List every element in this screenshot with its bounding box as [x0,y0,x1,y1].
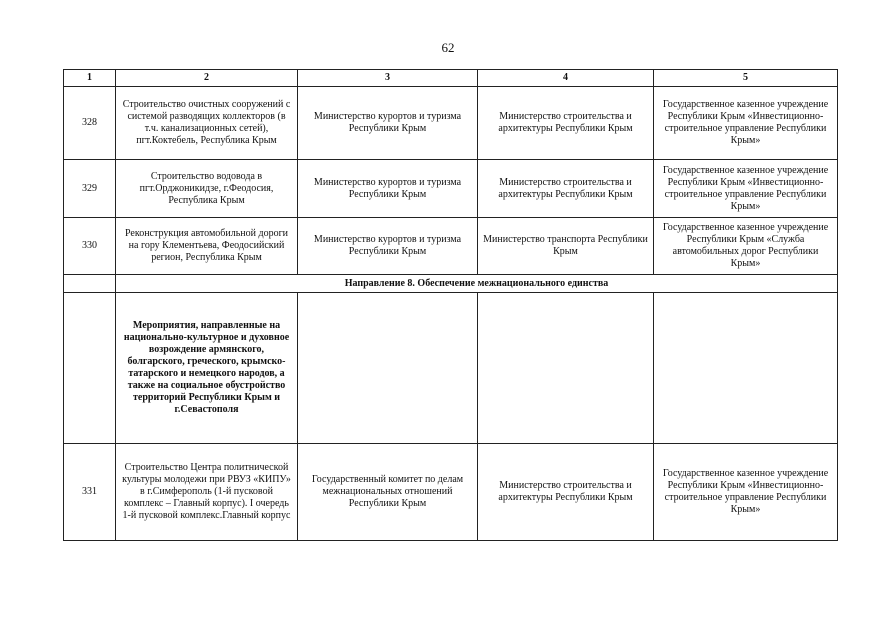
customer-cell: Государственный комитет по делам межнациональных отношений Республики Крым [298,444,478,541]
projects-table [63,69,838,541]
table-row [64,218,838,275]
executor-cell: Государственное казенное учреждение Республики Крым «Инвестиционно-строительное управление Республики Крым» [654,87,838,160]
section-title: Направление 8. Обеспечение межнационального единства [116,275,838,293]
executor-cell: Государственное казенное учреждение Республики Крым «Служба автомобильных дорог Республики Крым» [654,218,838,275]
coordinator-cell: Министерство строительства и архитектуры Республики Крым [478,87,654,160]
column-header: 1 [64,70,116,87]
table-row [64,293,838,444]
page-number: 62 [441,40,455,55]
customer-cell: Министерство курортов и туризма Республики Крым [298,218,478,275]
object-cell: Строительство очистных сооружений с системой разводящих коллекторов (в т.ч. канализационных сетей), пгт.Коктебель, Республика Крым [116,87,298,160]
row-number: 328 [64,87,116,160]
column-header: 5 [654,70,838,87]
object-cell: Реконструкция автомобильной дороги на гору Клементьева, Феодосийский регион, Республика Крым [116,218,298,275]
executor-cell: Государственное казенное учреждение Республики Крым «Инвестиционно-строительное управление Республики Крым» [654,444,838,541]
section-event-cell: Мероприятия, направленные на национально-культурное и духовное возрождение армянского, болгарского, греческого, крымско-татарского и немецкого народов, а также на социальное обустройство территорий Республики Крым и г.Севастополя [116,293,298,444]
object-cell: Строительство водовода в пгт.Орджоникидзе, г.Феодосия, Республика Крым [116,160,298,218]
empty-cell [478,293,654,444]
coordinator-cell: Министерство строительства и архитектуры Республики Крым [478,444,654,541]
row-number: 329 [64,160,116,218]
row-number: 331 [64,444,116,541]
customer-cell: Министерство курортов и туризма Республики Крым [298,87,478,160]
table-row [64,160,838,218]
table-row [64,87,838,160]
executor-cell: Государственное казенное учреждение Республики Крым «Инвестиционно-строительное управление Республики Крым» [654,160,838,218]
empty-cell [64,275,116,293]
object-cell: Строительство Центра политнической культуры молодежи при РВУЗ «КИПУ» в г.Симферополь (1-й пусковой комплекс – Главный корпус). I очередь 1-й пусковой комплекс.Главный корпус [116,444,298,541]
table-header-row [64,70,838,87]
coordinator-cell: Министерство строительства и архитектуры Республики Крым [478,160,654,218]
empty-cell [654,293,838,444]
empty-cell [64,293,116,444]
empty-cell [298,293,478,444]
section-header-row [64,275,838,293]
column-header: 4 [478,70,654,87]
customer-cell: Министерство курортов и туризма Республики Крым [298,160,478,218]
column-header: 3 [298,70,478,87]
table-row [64,444,838,541]
row-number: 330 [64,218,116,275]
column-header: 2 [116,70,298,87]
coordinator-cell: Министерство транспорта Республики Крым [478,218,654,275]
